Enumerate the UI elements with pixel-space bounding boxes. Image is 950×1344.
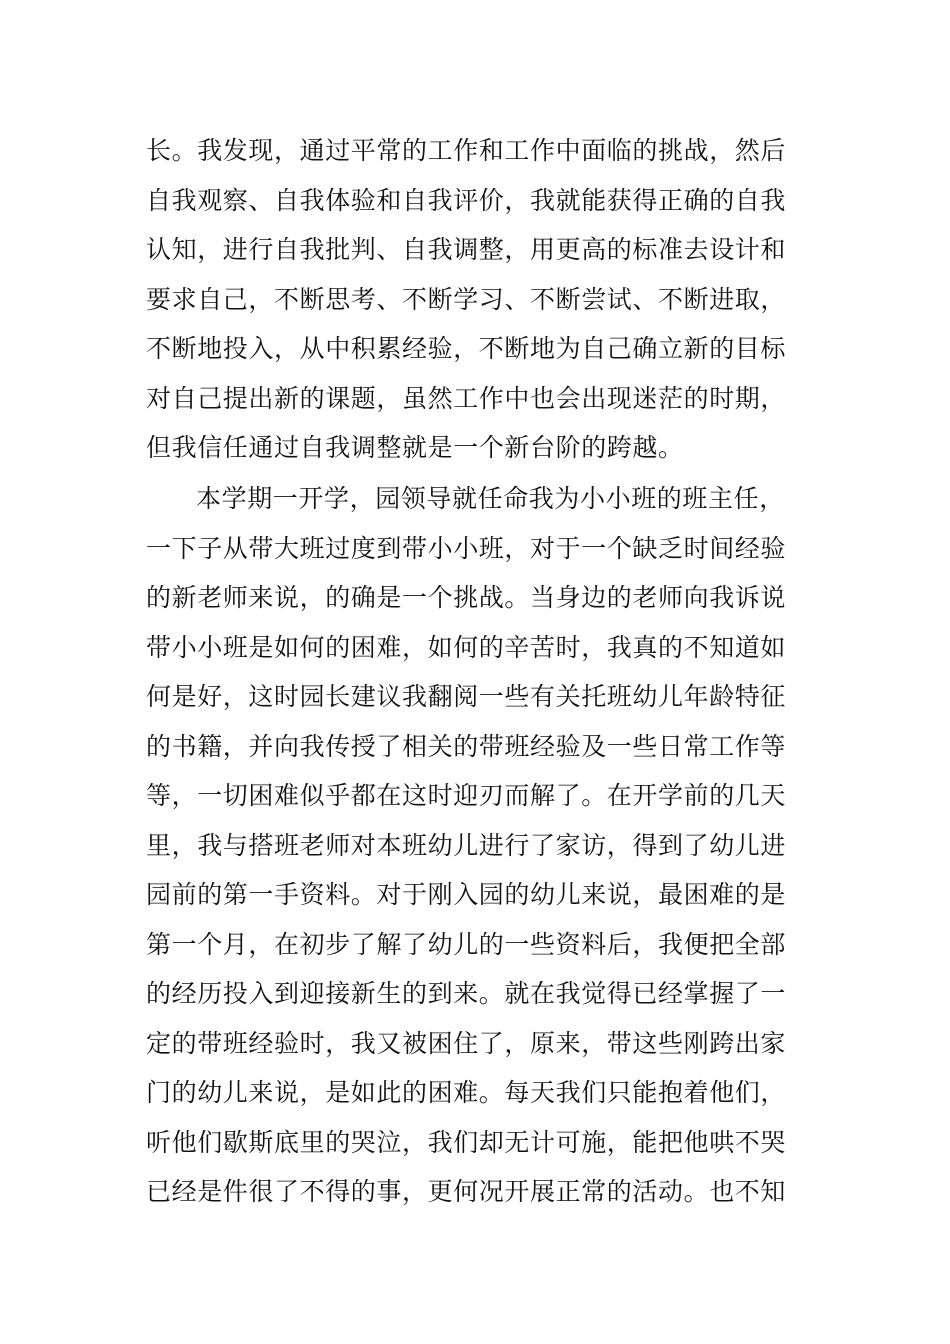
text-line: 一下子从带大班过度到带小小班，对于一个缺乏时间经验 [146,533,787,563]
text-line: 长。我发现，通过平常的工作和工作中面临的挑战，然后 [146,136,787,165]
text-line: 的书籍，并向我传授了相关的带班经验及一些日常工作等 [146,731,787,761]
text-line: 定的带班经验时，我又被困住了，原来，带这些刚跨出家 [146,1028,787,1058]
text-line: 带小小班是如何的困难，如何的辛苦时，我真的不知道如 [146,632,787,662]
text-line: 第一个月，在初步了解了幼儿的一些资料后，我便把全部 [146,929,787,959]
text-line: 门的幼儿来说，是如此的困难。每天我们只能抱着他们， [146,1078,787,1107]
text-line: 何是好，这时园长建议我翻阅一些有关托班幼儿年龄特征 [146,682,787,711]
text-line: 不断地投入，从中积累经验，不断地为自己确立新的目标 [146,334,787,363]
text-line: 园前的第一手资料。对于刚入园的幼儿来说，最困难的是 [146,880,787,909]
text-line: 的经历投入到迎接新生的到来。就在我觉得已经掌握了一 [146,979,787,1008]
text-line: 认知，进行自我批判、自我调整，用更高的标准去设计和 [146,235,787,264]
text-line: 自我观察、自我体验和自我评价，我就能获得正确的自我 [146,185,787,215]
text-line: 里，我与搭班老师对本班幼儿进行了家访，得到了幼儿进 [146,830,787,860]
paragraph-continued [146,126,816,473]
text-line-first: 本学期一开学，园领导就任命我为小小班的班主任， [196,484,785,513]
text-line: 要求自己，不断思考、不断学习、不断尝试、不断进取， [146,284,787,314]
text-line: 但我信任通过自我调整就是一个新台阶的跨越。 [146,433,684,462]
text-line: 等，一切困难似乎都在这时迎刃而解了。在开学前的几天 [146,781,787,810]
paragraph-semester [146,474,816,1217]
text-line: 的新老师来说，的确是一个挑战。当身边的老师向我诉说 [146,583,787,612]
text-line: 已经是件很了不得的事，更何况开展正常的活动。也不知 [146,1177,787,1206]
text-line: 对自己提出新的课题，虽然工作中也会出现迷茫的时期， [146,383,787,413]
text-line: 听他们歇斯底里的哭泣，我们却无计可施，能把他哄不哭 [146,1127,787,1157]
